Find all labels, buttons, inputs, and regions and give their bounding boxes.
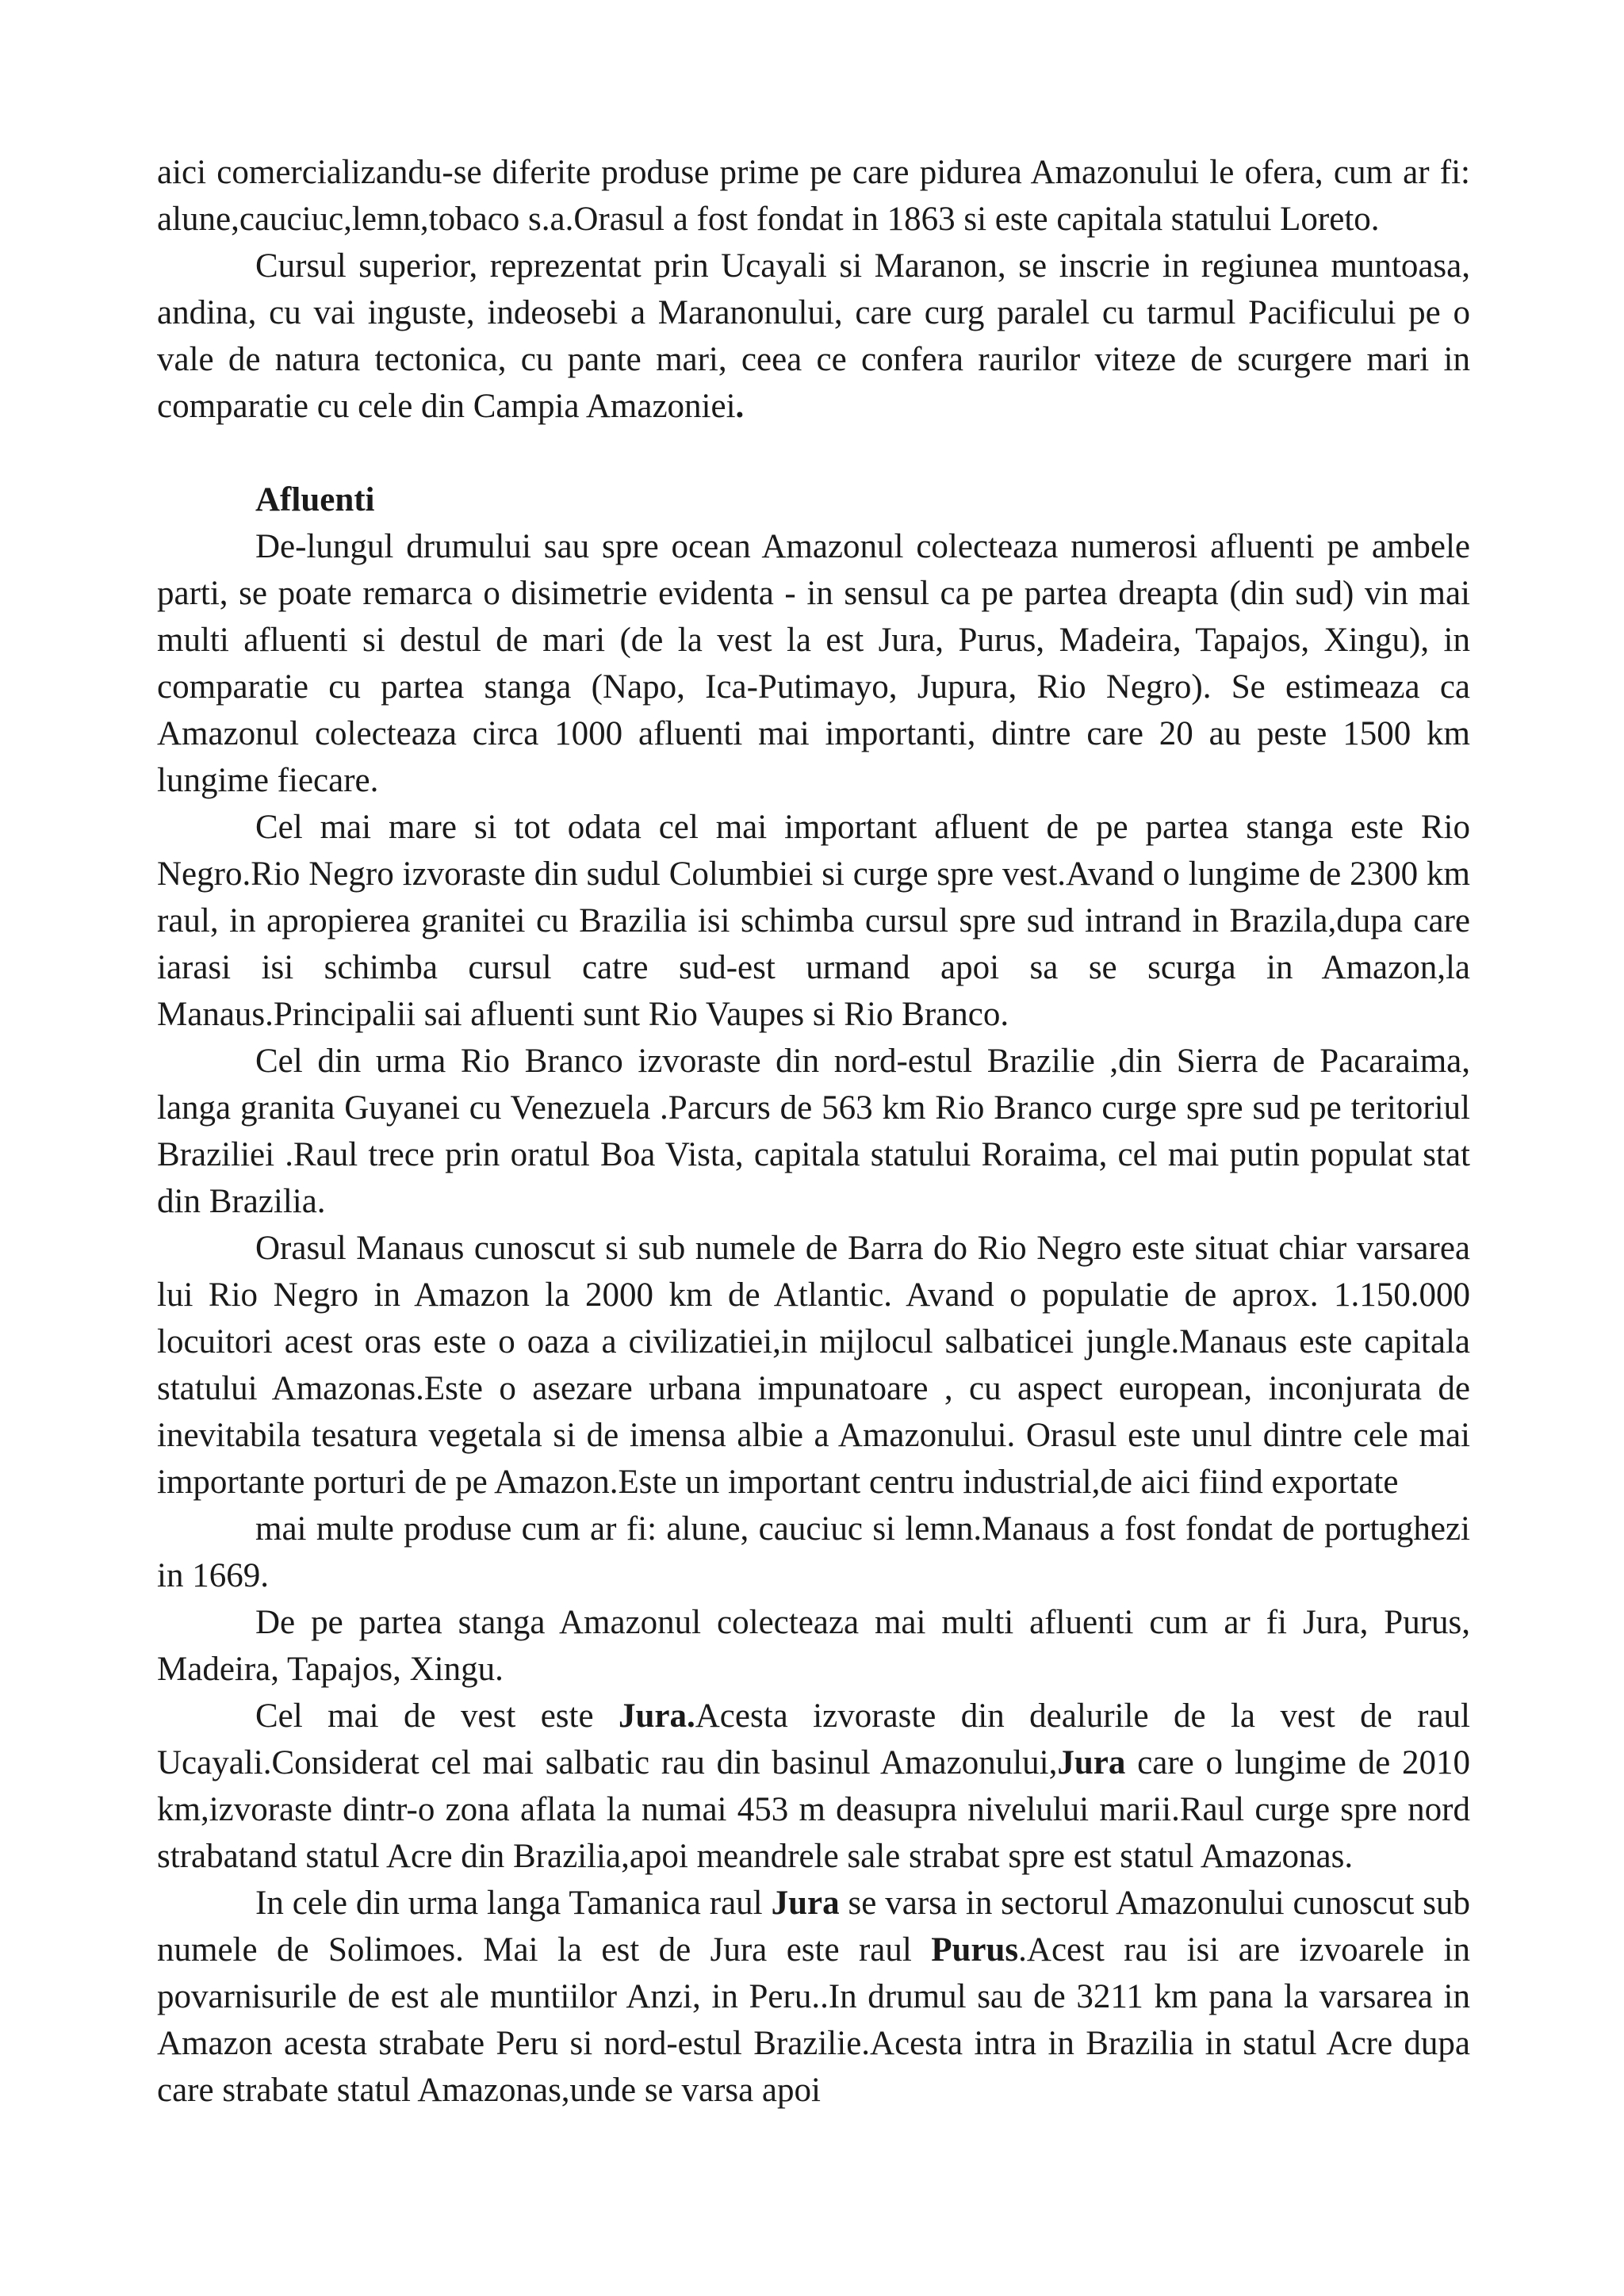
purus-text-2: se varsa in sectorul Amazonului cunoscut sub numele de Solimoes. Mai la est de Jura este raul: [157, 1885, 1470, 1969]
jura-bold-2: Jura: [1057, 1744, 1126, 1781]
purus-text-1: In cele din urma langa Tamanica raul: [255, 1885, 772, 1922]
paragraph-manaus-produse: mai multe produse cum ar fi: alune, cauciuc si lemn.Manaus a fost fondat de portughezi in 1669.: [157, 1510, 1470, 1594]
paragraph-purus: [157, 1880, 1470, 2114]
jura-text-3: care o lungime de 2010 km,izvoraste dintr-o zona aflata la numai 453 m deasupra nivelului marii.Raul curge spre nord strabatand statul Acre din Brazilia,apoi meandrele sale strabat spre est statul Amazonas.: [157, 1744, 1470, 1875]
paragraph-loreto: aici comercializandu-se diferite produse prime pe care pidurea Amazonului le ofera, cum ar fi: alune,cauciuc,lemn,tobaco s.a.Orasul a fost fondat in 1863 si este capitala statului Loreto.: [157, 154, 1470, 238]
jura-bold-1: Jura.: [619, 1697, 695, 1735]
document-page: [157, 149, 1470, 2114]
paragraph-rio-branco: Cel din urma Rio Branco izvoraste din nord-estul Brazilie ,din Sierra de Pacaraima, langa granita Guyanei cu Venezuela .Parcurs de 563 km Rio Branco curge spre sud pe teritoriul Braziliei .Raul trece prin oratul Boa Vista, capitala statului Roraima, cel mai putin populat stat din Brazilia.: [157, 1043, 1470, 1220]
paragraph-cursul-superior: [157, 243, 1470, 430]
paragraph-jura: [157, 1693, 1470, 1880]
paragraph-cursul-superior-period: .: [735, 388, 745, 425]
jura-text-1: Cel mai de vest este: [255, 1697, 619, 1735]
paragraph-afluenti-intro: De-lungul drumului sau spre ocean Amazonul colecteaza numerosi afluenti pe ambele parti, se poate remarca o disimetrie evidenta - in sensul ca pe partea dreapta (din sud) vin mai multi afluenti si destul de mari (de la vest la est Jura, Purus, Madeira, Tapajos, Xingu), in comparatie cu partea stanga (Napo, Ica-Putimayo, Jupura, Rio Negro). Se estimeaza ca Amazonul colecteaza circa 1000 afluenti mai importanti, dintre care 20 au peste 1500 km lungime fiecare.: [157, 528, 1470, 799]
paragraph-cursul-superior-text: Cursul superior, reprezentat prin Ucayali si Maranon, se inscrie in regiunea muntoasa, andina, cu vai inguste, indeosebi a Maranonului, care curg paralel cu tarmul Pacificului pe o vale de natura tectonica, cu pante mari, ceea ce confera raurilor viteze de scurgere mari in comparatie cu cele din Campia Amazoniei: [157, 247, 1470, 425]
purus-bold-2: Purus: [931, 1931, 1019, 1969]
jura-text-2: Acesta izvoraste din dealurile de la vest de raul Ucayali.Considerat cel mai salbatic rau din basinul Amazonului,: [157, 1697, 1470, 1781]
paragraph-manaus: Orasul Manaus cunoscut si sub numele de Barra do Rio Negro este situat chiar varsarea lui Rio Negro in Amazon la 2000 km de Atlantic. Avand o populatie de aprox. 1.150.000 locuitori acest oras este o oaza a civilizatiei,in mijlocul salbaticei jungle.Manaus este capitala statului Amazonas.Este o asezare urbana impunatoare , cu aspect european, inconjurata de inevitabila tesatura vegetala si de imensa albie a Amazonului. Orasul este unul dintre cele mai importante porturi de pe Amazon.Este un important centru industrial,de aici fiind exportate: [157, 1230, 1470, 1501]
purus-bold-1: Jura: [771, 1885, 840, 1922]
purus-text-3: .Acest rau isi are izvoarele in povarnisurile de est ale muntiilor Anzi, in Peru..In drumul sau de 3211 km pana la varsarea in Amazon acesta strabate Peru si nord-estul Brazilie.Acesta intra in Brazilia in statul Acre dupa care strabate statul Amazonas,unde se varsa apoi: [157, 1931, 1470, 2109]
paragraph-partea-stanga: De pe partea stanga Amazonul colecteaza mai multi afluenti cum ar fi Jura, Purus, Madeira, Tapajos, Xingu.: [157, 1604, 1470, 1688]
section-heading-afluenti: Afluenti: [255, 481, 375, 519]
paragraph-rio-negro: Cel mai mare si tot odata cel mai important afluent de pe partea stanga este Rio Negro.Rio Negro izvoraste din sudul Columbiei si curge spre vest.Avand o lungime de 2300 km raul, in apropierea granitei cu Brazilia isi schimba cursul spre sud intrand in Brazila,dupa care iarasi isi schimba cursul catre sud-est urmand apoi sa se scurga in Amazon,la Manaus.Principalii sai afluenti sunt Rio Vaupes si Rio Branco.: [157, 809, 1470, 1033]
